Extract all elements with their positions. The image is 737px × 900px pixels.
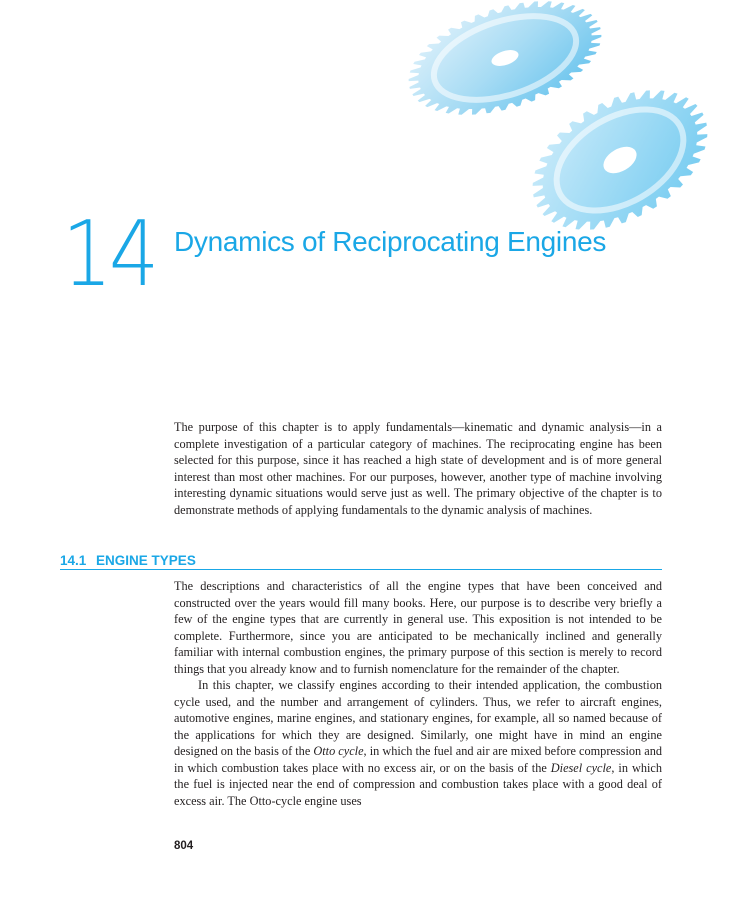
- paragraph-1: The descriptions and characteristics of all the engine types that have been conceived and constructed over the years would fill many books. Here, our purpose is to describe very briefly a few of the engine types that are currently in general use. This exposition is not intended to be complete. Furthermore, since you are anticipated to be mechanically inclined and generally familiar with internal combustion engines, the primary purpose of this section is merely to record things that you already know and to furnish nomenclature for the remainder of the chapter.: [174, 579, 662, 676]
- paragraph-2-part-1: In this chapter, we classify engines according to their intended application, the combustion cycle used, and the number and arrangement of cylinders. Thus, we refer to aircraft engines, automotive engines, marine engines, and stationary engines, for example, all so named because of the applications for which they are designed. Similarly, one might have in mind an engine designed on the basis of the: [174, 678, 662, 758]
- paragraph-2-part-3: , in which the fuel is injected near the end of compression and combustion takes place with a good deal of excess air. The Otto-cycle engine uses: [174, 760, 662, 808]
- otto-cycle-term: Otto cycle: [313, 744, 364, 758]
- paragraph-2-part-2: , in which the fuel and air are mixed before compression and in which combustion takes place with no excess air, or on the basis of the: [174, 744, 662, 775]
- section-title: ENGINE TYPES: [96, 553, 196, 568]
- chapter-title: Dynamics of Reciprocating Engines: [174, 226, 607, 257]
- section-heading: [60, 553, 662, 570]
- paragraph-2: [174, 677, 662, 809]
- chapter-number: 14: [62, 202, 156, 307]
- page-number: 804: [174, 840, 194, 852]
- diesel-cycle-term: Diesel cycle: [550, 760, 612, 775]
- section-body: [174, 578, 662, 809]
- large-gear-icon: [394, 0, 615, 136]
- chapter-intro: The purpose of this chapter is to apply fundamentals—kinematic and dynamic analysis—in a complete investigation of a particular category of machines. The reciprocating engine has been selected for this purpose, since it has reached a high state of development and is of more general interest than most other machines. For our purposes, however, another type of machine involving interesting dynamic situations would serve just as well. The primary objective of the chapter is to demonstrate methods of applying fundamentals to the dynamic analysis of machines.: [174, 420, 662, 517]
- section-number: 14.1: [60, 553, 87, 568]
